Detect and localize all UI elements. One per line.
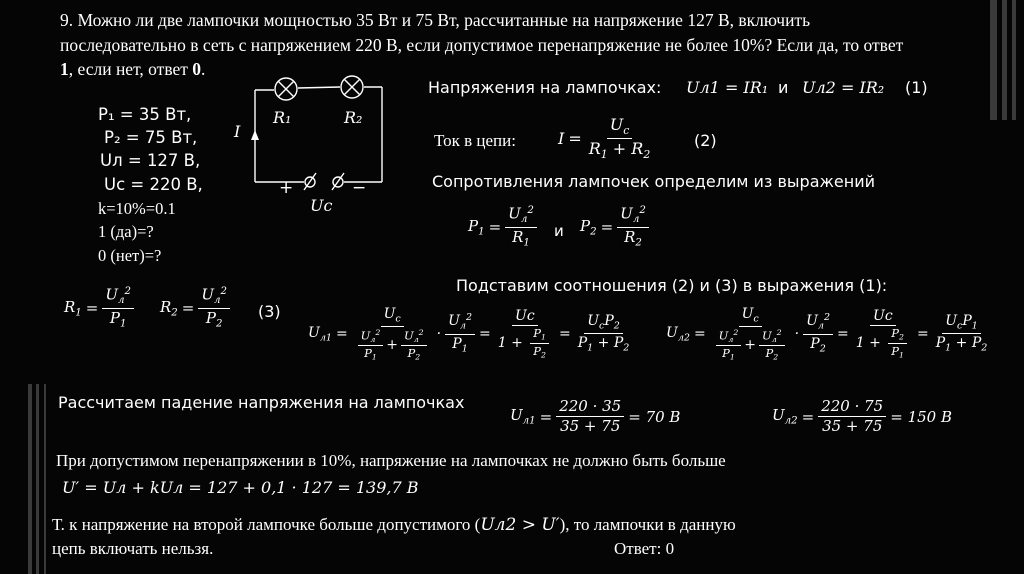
problem-line-3-end: . — [201, 59, 206, 79]
circuit-source-voltage-label: Uс — [310, 196, 333, 215]
given-yes: 1 (да)=? — [98, 222, 154, 241]
voltages-and: и — [778, 78, 789, 97]
problem-line-1: 9. Можно ли две лампочки мощностью 35 Вт и 75 Вт, рассчитанные на напряжение 127 В, включить — [60, 10, 811, 30]
ul2-derivation: $U_{л2}$ = $U_с$ $\frac{U_л^2}{P_1}$ + $\frac{U_л^2}{P_2}$ · $\frac{U_л^2}{P_2}$ = Uc 1 + $\frac{P_2}{P_1}$ = $\frac{U_сP_1}{P_1 + P_2}$ — [666, 306, 988, 362]
conclusion-inequality: Uл2 > U′ — [480, 515, 560, 535]
circuit-minus-label: − — [352, 178, 367, 198]
given-ul: Uл = 127 В, — [100, 151, 201, 170]
ul2-numerator: 220 · 75 — [818, 398, 886, 417]
allowed-label: При допустимом перенапряжении в 10%, напряжение на лампочках не должно быть больше — [56, 451, 726, 470]
current-arrow-icon — [251, 130, 259, 140]
final-answer: Ответ: 0 — [614, 539, 675, 558]
problem-line-3 — [60, 59, 205, 80]
substitute-label: Подставим соотношения (2) и (3) в выражения (1): — [456, 276, 888, 295]
conclusion-part-a: Т. к напряжение на второй лампочке больше допустимого ( — [52, 515, 481, 534]
current-formula: I = $\frac{U_с}{R_1 + R_2}$ — [558, 115, 651, 162]
ul1-value: = 70 В — [628, 407, 681, 426]
terminal-right-icon — [332, 173, 344, 190]
given-p1: P₁ = 35 Вт, — [98, 105, 192, 124]
circuit-current-label: I — [234, 122, 241, 141]
given-p2: P₂ = 75 Вт, — [104, 128, 198, 147]
deco-strip-bottom-left-1 — [28, 384, 32, 574]
circuit-wire-top-mid — [298, 87, 340, 88]
deco-strip-bottom-left-2 — [36, 384, 39, 574]
power-formula-2: $P_2$ = $\frac{U_л^2}{R_2}$ — [578, 205, 651, 249]
resistance-label: Сопротивления лампочек определим из выражений — [432, 172, 876, 191]
terminal-left-icon — [304, 173, 316, 190]
given-k: k=10%=0.1 — [98, 199, 176, 218]
conclusion-line-1 — [52, 515, 736, 535]
answer-yes-code: 1 — [60, 59, 69, 79]
circuit-r1-label: R₁ — [273, 108, 292, 127]
ul2-value: = 150 В — [890, 407, 952, 426]
given-uc: Uс = 220 В, — [104, 175, 203, 194]
lamp-2-icon — [341, 76, 363, 98]
voltage-eq-1: Uл1 = IR₁ — [686, 78, 769, 97]
ul1-derivation: $U_{л1}$ = $U_с$ $\frac{U_л^2}{P_1}$ + $\frac{U_л^2}{P_2}$ · $\frac{U_л^2}{P_1}$ = Uc 1 + $\frac{P_1}{P_2}$ = $\frac{U_сP_2}{P_1 + P_2}$ — [308, 306, 630, 362]
resistance-and: и — [554, 222, 564, 240]
allowed-formula: U′ = Uл + kUл = 127 + 0,1 · 127 = 139,7 В — [62, 478, 419, 497]
resistance-formula-1: $R_1$ = $\frac{U_л^2}{P_1}$ — [62, 286, 136, 330]
deco-strip-top-right-3 — [1012, 0, 1016, 120]
answer-no-code: 0 — [192, 59, 202, 79]
lamp-1-icon — [275, 78, 297, 100]
resistance-formula-2: $R_2$ = $\frac{U_л^2}{P_2}$ — [158, 286, 232, 330]
eq-number-2: (2) — [694, 131, 717, 150]
problem-line-2: последовательно в сеть с напряжением 220 В, если допустимое перенапряжение не более 10%? Если да, то ответ — [60, 35, 904, 55]
voltage-eq-2: Uл2 = IR₂ — [802, 78, 885, 97]
voltages-label: Напряжения на лампочках: — [428, 78, 662, 97]
problem-line-3-mid: , если нет, ответ — [68, 59, 193, 79]
ul1-result: $U_{л1}$ = $\frac{220 \cdot 35}{35 + 75}$ = 70 В — [510, 397, 681, 436]
ul2-denominator: 35 + 75 — [822, 417, 883, 436]
ul1-denominator: 35 + 75 — [560, 417, 621, 436]
deco-strip-bottom-left-3 — [44, 384, 46, 574]
circuit-r2-label: R₂ — [344, 108, 363, 127]
conclusion-part-b: ), то лампочки в данную — [559, 515, 736, 534]
ul1-numerator: 220 · 35 — [556, 398, 624, 417]
circuit-plus-label: + — [279, 178, 294, 198]
calc-label: Рассчитаем падение напряжения на лампочках — [58, 393, 465, 412]
deco-strip-top-right-2 — [1002, 0, 1007, 120]
eq-number-1: (1) — [905, 78, 928, 97]
eq-number-3: (3) — [258, 302, 281, 321]
ul2-result: $U_{л2}$ = $\frac{220 \cdot 75}{35 + 75}$ = 150 В — [772, 397, 952, 436]
given-no: 0 (нет)=? — [98, 246, 162, 265]
current-label: Ток в цепи: — [434, 131, 516, 150]
conclusion-line-2: цепь включать нельзя. — [52, 539, 214, 558]
deco-strip-top-right-1 — [990, 0, 997, 120]
power-formula-1: $P_1$ = $\frac{U_л^2}{R_1}$ — [466, 205, 539, 249]
